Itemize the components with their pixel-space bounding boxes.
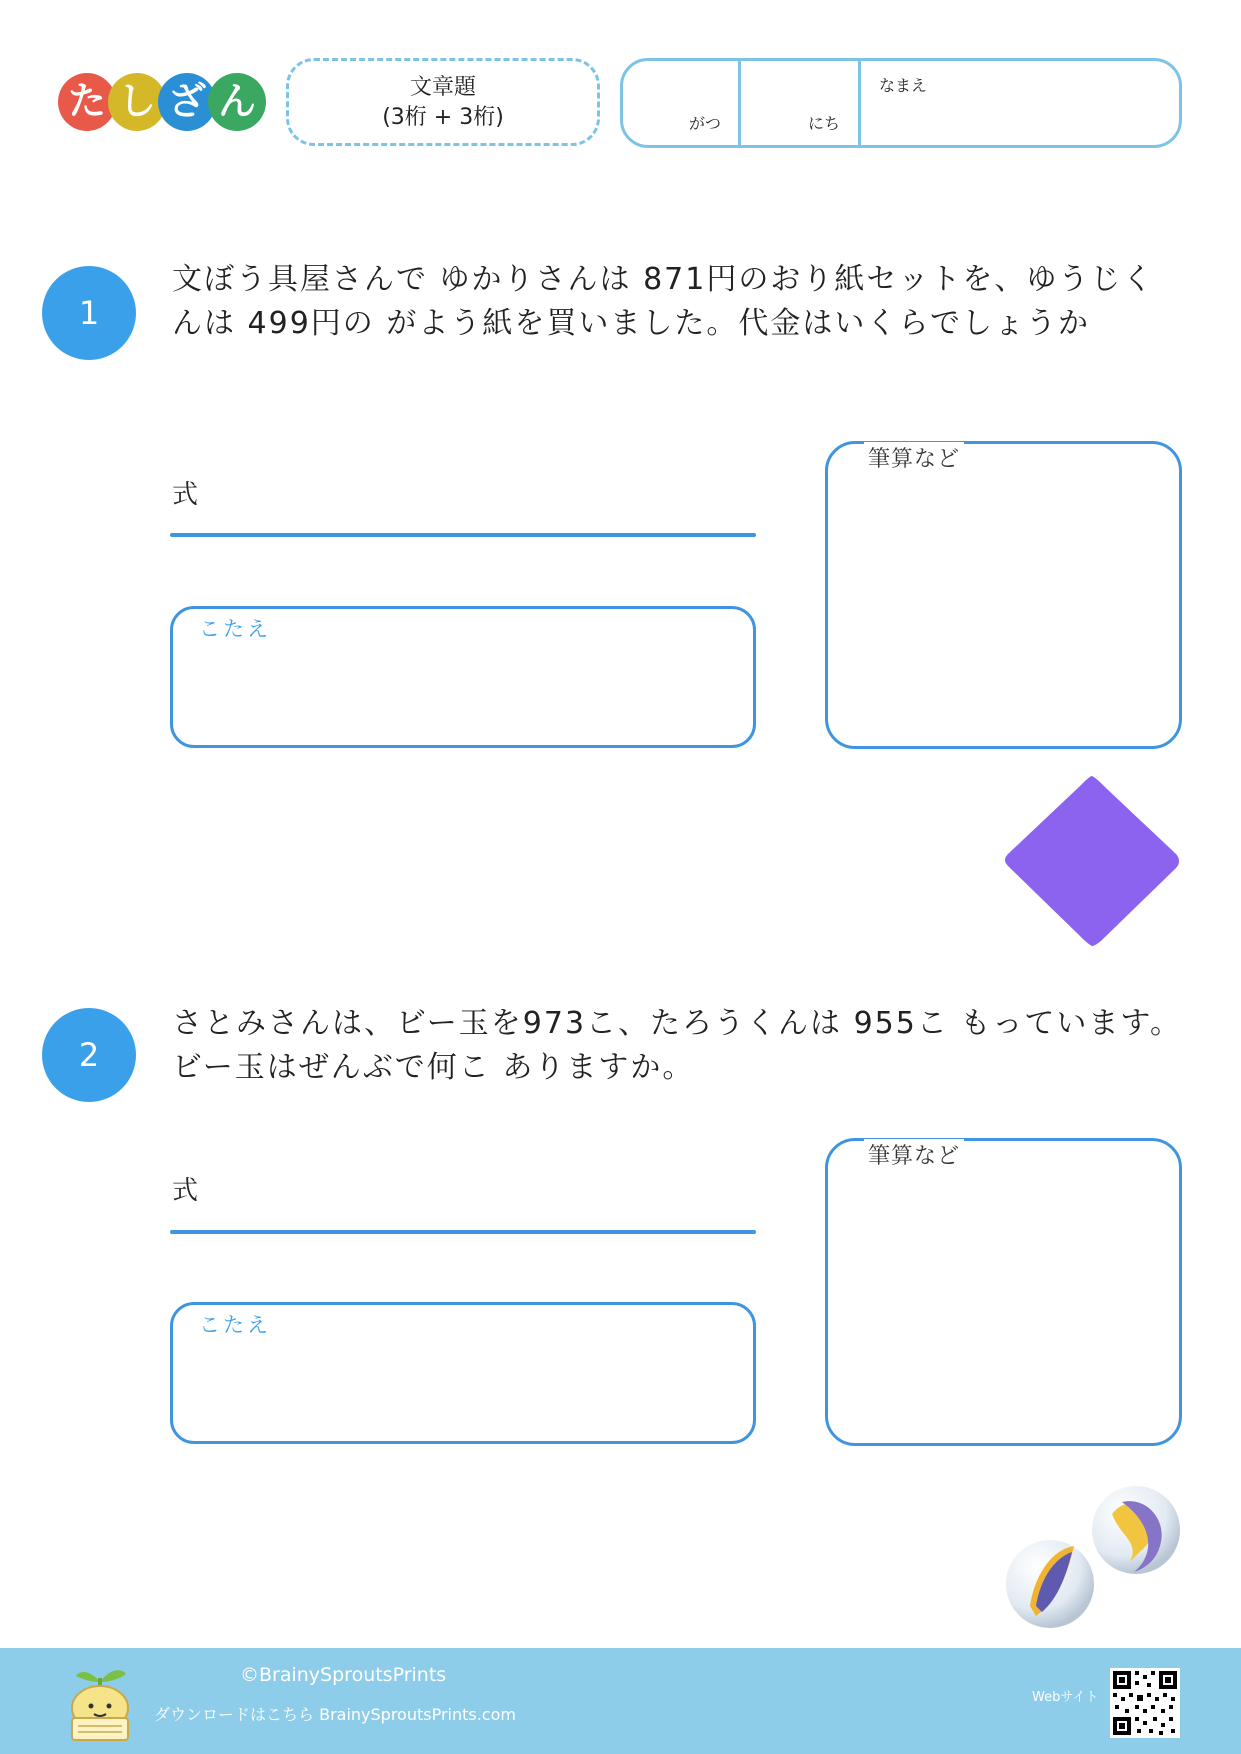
- work-area-box[interactable]: [825, 441, 1182, 749]
- download-link[interactable]: ダウンロードはこちら BrainySproutsPrints.com: [154, 1705, 516, 1724]
- worksheet-title: [286, 58, 600, 146]
- formula-line[interactable]: [170, 533, 756, 537]
- divider: [858, 61, 861, 145]
- formula-line[interactable]: [170, 1230, 756, 1234]
- divider: [738, 61, 741, 145]
- logo-char-1: た: [58, 73, 116, 131]
- work-area-box[interactable]: [825, 1138, 1182, 1446]
- question-number-badge: 1: [42, 266, 136, 360]
- work-area-label: 筆算など: [864, 442, 964, 473]
- website-label: Webサイト: [1032, 1690, 1099, 1705]
- question-number-badge: 2: [42, 1008, 136, 1102]
- origami-paper-illustration: [1000, 772, 1184, 950]
- answer-label: こたえ: [199, 1313, 271, 1337]
- sprout-mascot-icon: [66, 1660, 134, 1742]
- logo-char-3: ざ: [158, 73, 216, 131]
- title-line-1: 文章題: [409, 75, 476, 100]
- marbles-illustration: [1000, 1480, 1184, 1630]
- purple-paper-shape: [1005, 776, 1179, 946]
- question-text: さとみさんは、ビー玉を973こ、たろうくんは 955こ もっています。ビー玉はぜんぶで何こ ありますか。: [172, 1006, 1182, 1085]
- logo: [58, 73, 268, 133]
- answer-label: こたえ: [199, 617, 271, 641]
- question-text: 文ぼう具屋さんで ゆかりさんは 871円のおり紙セットを、ゆうじくんは 499円の がよう紙を買いました。代金はいくらでしょうか: [172, 262, 1155, 341]
- marble-icon: [1092, 1486, 1180, 1574]
- title-line-2: (3桁 + 3桁): [382, 105, 504, 130]
- month-label: がつ: [689, 114, 722, 133]
- day-label: にち: [808, 114, 841, 133]
- answer-box[interactable]: [170, 1302, 756, 1444]
- name-label: なまえ: [879, 76, 928, 95]
- work-area-label: 筆算など: [864, 1139, 964, 1170]
- date-name-box: [620, 58, 1182, 148]
- marble-icon: [1006, 1540, 1094, 1628]
- formula-label: 式: [172, 1176, 199, 1206]
- answer-box[interactable]: [170, 606, 756, 748]
- qr-code-icon[interactable]: [1110, 1668, 1180, 1738]
- formula-label: 式: [172, 480, 199, 510]
- logo-char-4: ん: [208, 73, 266, 131]
- copyright-text: ©BrainySproutsPrints: [240, 1664, 447, 1686]
- logo-char-2: し: [108, 73, 166, 131]
